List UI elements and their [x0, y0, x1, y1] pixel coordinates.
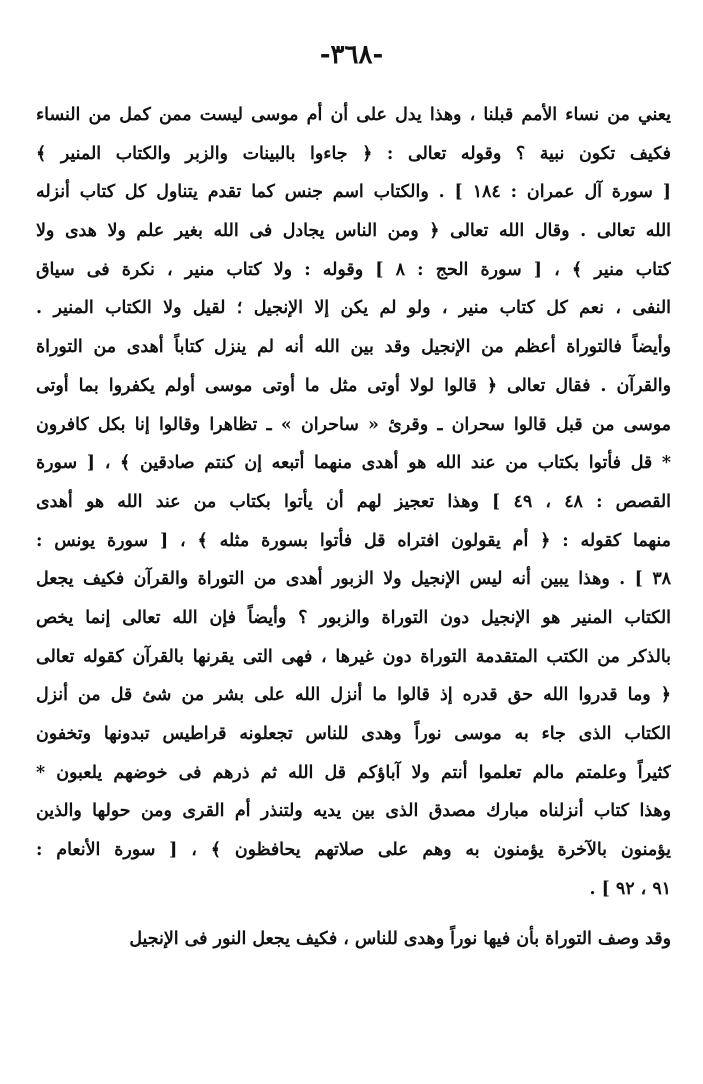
- text-line: منهما كقوله : ﴿ أم يقولون افتراه قل فأتوا بسورة مثله ﴾ ، [ سورة يونس :: [36, 530, 671, 551]
- text-line: [ سورة آل عمران : ١٨٤ ] . والكتاب اسم جنس كما تقدم يتناول كل كتاب أنزله: [36, 182, 671, 203]
- text-line: ٣٨ ] . وهذا يبين أنه ليس الإنجيل ولا الزبور أهدى من التوراة والقرآن فكيف يجعل: [36, 569, 671, 590]
- page-number: -٣٦٨-: [319, 40, 384, 70]
- text-line: كتاب منير ﴾ ، [ سورة الحج : ٨ ] وقوله : ولا كتاب منير ، نكرة فى سياق: [36, 259, 671, 280]
- text-line: الكتاب المنير هو الإنجيل دون التوراة والزبور ؟ وأيضاً فإن الله تعالى إنما يخص: [36, 607, 671, 628]
- text-line: يعني من نساء الأمم قبلنا ، وهذا يدل على أن أم موسى ليست ممن كمل من النساء: [36, 105, 671, 125]
- text-line: والقرآن . فقال تعالى ﴿ قالوا لولا أوتى مثل ما أوتى موسى أولم يكفروا بما أوتى: [36, 375, 671, 396]
- text-line: وهذا كتاب أنزلناه مبارك مصدق الذى بين يديه ولتنذر أم القرى ومن حولها والذين: [36, 801, 671, 822]
- text-line: كثيراً وعلمتم مالم تعلموا أنتم ولا آباؤكم قل الله ثم ذرهم فى خوضهم يلعبون *: [36, 762, 671, 783]
- text-line: موسى من قبل قالوا سحران ـ وقرئ « ساحران » ـ تظاهرا وقالوا إنا بكل كافرون: [36, 414, 671, 435]
- body-text: [36, 96, 671, 959]
- text-line: الله تعالى . وقال الله تعالى ﴿ ومن الناس يجادل فى الله بغير علم ولا هدى ولا: [36, 221, 671, 242]
- text-line: القصص : ٤٨ ، ٤٩ ] وهذا تعجيز لهم أن يأتوا بكتاب من عند الله هو أهدى: [36, 491, 671, 512]
- text-line: الكتاب الذى جاء به موسى نوراً وهدى للناس تجعلونه قراطيس تبدونها وتخفون: [36, 724, 671, 744]
- text-line: * قل فأتوا بكتاب من عند الله هو أهدى منهما أتبعه إن كنتم صادقين ﴾ ، [ سورة: [36, 453, 671, 474]
- text-line: النفى ، نعم كل كتاب منير ، ولو لم يكن إلا الإنجيل ؛ لقيل ولا الكتاب المنير .: [36, 298, 671, 319]
- paragraph-gap: [36, 908, 671, 920]
- text-line: بالذكر من الكتب المتقدمة التوراة دون غيرها ، فهى التى يقرنها بالقرآن كقوله تعالى: [36, 646, 671, 667]
- text-line: فكيف تكون نبية ؟ وقوله تعالى : ﴿ جاءوا بالبينات والزبر والكتاب المنير ﴾: [36, 143, 671, 164]
- text-line: ﴿ وما قدروا الله حق قدره إذ قالوا ما أنزل الله على بشر من شئ قل من أنزل: [36, 685, 671, 706]
- text-line: ٩١ ، ٩٢ ] .: [589, 878, 671, 899]
- text-line: وقد وصف التوراة بأن فيها نوراً وهدى للناس ، فكيف يجعل النور فى الإنجيل: [129, 929, 671, 950]
- text-line: يؤمنون بالآخرة يؤمنون به وهم على صلاتهم يحافظون ﴾ ، [ سورة الأنعام :: [36, 840, 671, 861]
- text-line: وأيضاً فالتوراة أعظم من الإنجيل وقد بين الله أنه لم ينزل كتاباً أهدى من التوراة: [36, 337, 671, 358]
